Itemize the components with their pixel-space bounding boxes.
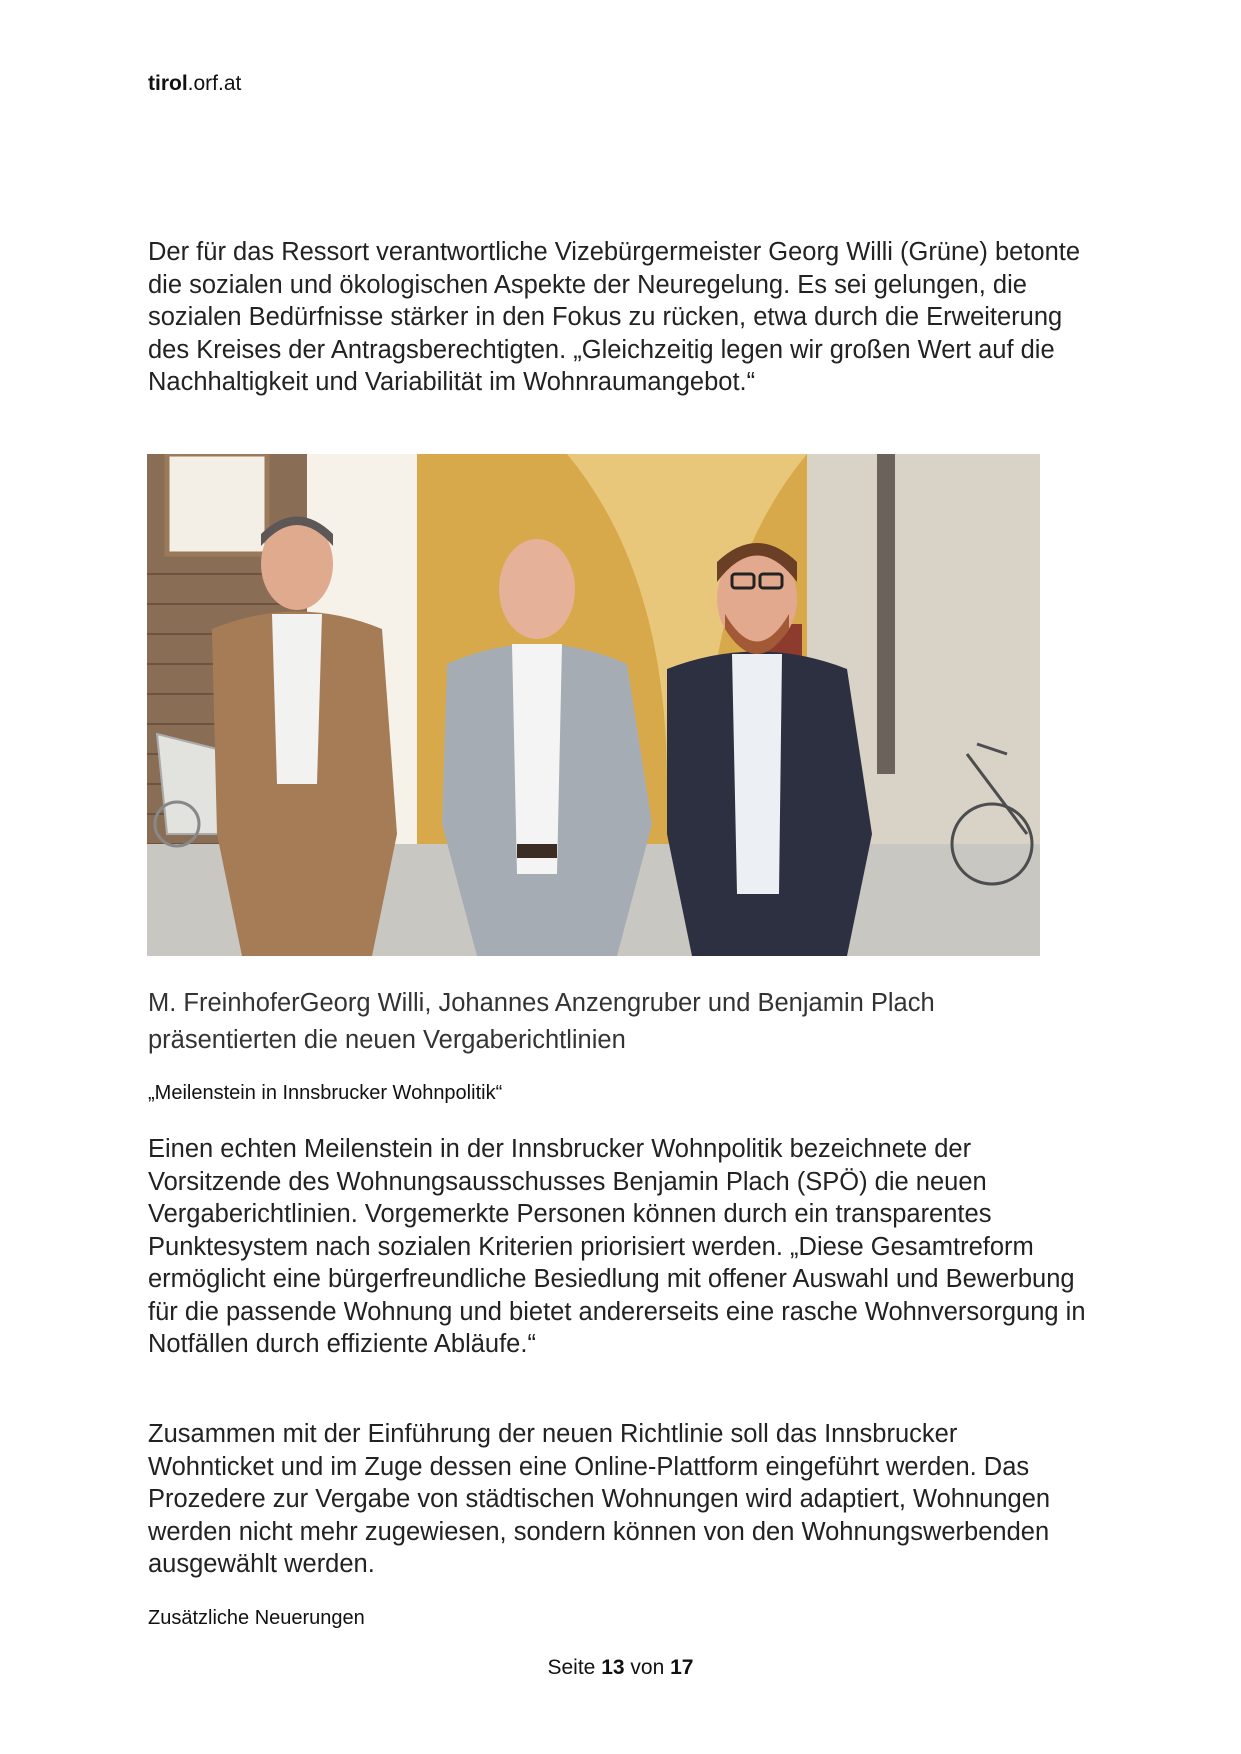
footer-prefix: Seite bbox=[547, 1656, 596, 1679]
subheading-neuerungen: Zusätzliche Neuerungen bbox=[148, 1607, 365, 1629]
photo-illustration bbox=[147, 454, 1040, 956]
photo-window bbox=[167, 454, 267, 554]
footer-total-pages: 17 bbox=[670, 1656, 694, 1679]
paragraph-willi: Der für das Ressort verantwortliche Vizebürgermeister Georg Willi (Grüne) betonte die sozialen und ökologischen Aspekte der Neuregelung. Es sei gelungen, die sozialen Bedürfnisse stärker in den Fokus zu rücken, etwa durch die Erweiterung des Kreises der Antragsberechtigten. „Gleichzeitig legen wir großen Wert auf die Nachhaltigkeit und Variabilität im Wohnraumangebot.“ bbox=[148, 238, 1081, 396]
article-photo bbox=[147, 454, 1040, 956]
subheading-meilenstein: „Meilenstein in Innsbrucker Wohnpolitik“ bbox=[148, 1082, 503, 1104]
site-header bbox=[148, 72, 241, 96]
photo-caption: M. FreinhoferGeorg Willi, Johannes Anzengruber und Benjamin Plach präsentierten die neuen Vergaberichtlinien bbox=[148, 989, 935, 1054]
page-footer bbox=[0, 1656, 1241, 1680]
footer-page-number: 13 bbox=[601, 1656, 625, 1679]
photo-drainpipe bbox=[877, 454, 895, 774]
footer-middle: von bbox=[630, 1656, 665, 1679]
site-name-domain: .orf.at bbox=[187, 72, 242, 95]
paragraph-wohnticket: Zusammen mit der Einführung der neuen Richtlinie soll das Innsbrucker Wohnticket und im Zuge dessen eine Online-Plattform eingeführt werden. Das Prozedere zur Vergabe von städtischen Wohnungen wird adaptiert, Wohnungen werden nicht mehr zugewiesen, sondern können von den Wohnungswerbenden ausgewählt werden. bbox=[148, 1420, 1051, 1578]
paragraph-plach: Einen echten Meilenstein in der Innsbrucker Wohnpolitik bezeichnete der Vorsitzende des Wohnungsausschusses Benjamin Plach (SPÖ) die neuen Vergaberichtlinien. Vorgemerkte Personen können durch ein transparentes Punktesystem nach sozialen Kriterien priorisiert werden. „Diese Gesamtreform ermöglicht eine bürgerfreundliche Besiedlung mit offener Auswahl und Bewerbung für die passende Wohnung und bietet andererseits eine rasche Wohnversorgung in Notfällen durch effiziente Abläufe.“ bbox=[148, 1135, 1086, 1358]
site-name-bold: tirol bbox=[148, 72, 188, 95]
